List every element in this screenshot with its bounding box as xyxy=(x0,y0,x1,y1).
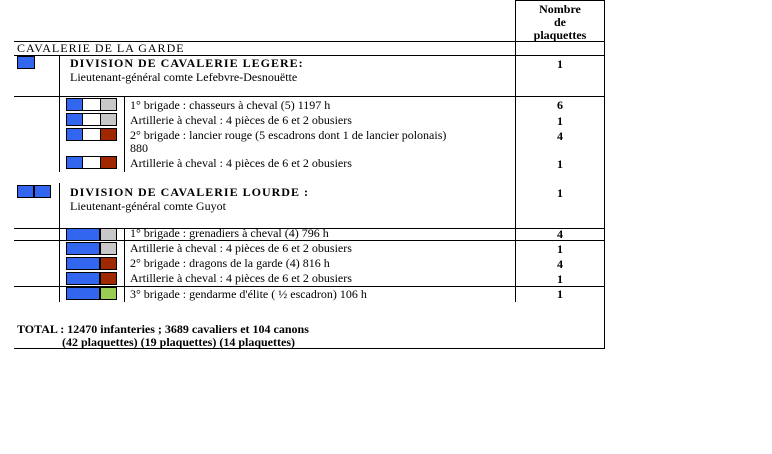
light-division-rule xyxy=(14,96,605,97)
unit-artillery-2-count: 1 xyxy=(557,157,563,171)
unit-gendarmes-count: 1 xyxy=(557,287,563,301)
unit-dragons-count: 4 xyxy=(557,257,563,271)
light-division-left-border xyxy=(59,55,60,96)
unit-gendarmes: 3° brigade : gendarme d'élite ( ½ escadron) 106 h xyxy=(130,287,367,301)
count-heading-line-2: de xyxy=(554,15,566,29)
unit-artillery-2: Artillerie à cheval : 4 pièces de 6 et 2 obusiers xyxy=(130,156,352,170)
heavy-units-left-border xyxy=(59,228,60,302)
heavy-division-count: 1 xyxy=(557,186,563,200)
heavy-units-inner-border xyxy=(124,228,125,302)
table-top-border xyxy=(515,0,605,1)
unit-artillery-3: Artillerie à cheval : 4 pièces de 6 et 2 obusiers xyxy=(130,241,352,255)
count-heading-line-3: plaquettes xyxy=(533,28,587,42)
unit-artillery-4-count: 1 xyxy=(557,272,563,286)
unit-dragons: 2° brigade : dragons de la garde (4) 816 h xyxy=(130,256,330,270)
light-division-title: DIVISION DE CAVALERIE LEGERE: xyxy=(70,56,304,70)
light-division-flag xyxy=(17,56,35,69)
unit-artillery-1-count: 1 xyxy=(557,114,563,128)
heavy-division-commander: Lieutenant-général comte Guyot xyxy=(70,199,226,213)
total-plaquettes-line: (42 plaquettes) (19 plaquettes) (14 plaquettes) xyxy=(62,335,295,349)
unit-grenadiers-count: 4 xyxy=(557,227,563,241)
section-title: CAVALERIE DE LA GARDE xyxy=(17,41,185,55)
unit-lanciers-count: 4 xyxy=(557,129,563,143)
unit-chasseurs: 1° brigade : chasseurs à cheval (5) 1197 h xyxy=(130,98,331,112)
unit-lanciers-strength: 880 xyxy=(130,141,148,155)
unit-artillery-4: Artillerie à cheval : 4 pièces de 6 et 2 obusiers xyxy=(130,271,352,285)
light-units-inner-border xyxy=(124,96,125,172)
count-heading-line-1: Nombre xyxy=(539,2,581,16)
heavy-division-title: DIVISION DE CAVALERIE LOURDE : xyxy=(70,185,309,199)
light-division-count: 1 xyxy=(557,57,563,71)
unit-lanciers: 2° brigade : lancier rouge (5 escadrons dont 1 de lancier polonais) xyxy=(130,128,447,142)
total-line: TOTAL : 12470 infanteries ; 3689 cavaliers et 104 canons xyxy=(17,322,309,336)
unit-artillery-3-count: 1 xyxy=(557,242,563,256)
unit-grenadiers: 1° brigade : grenadiers à cheval (4) 796 h xyxy=(130,226,329,240)
light-units-left-border xyxy=(59,96,60,172)
heavy-division-left-border xyxy=(59,183,60,228)
unit-chasseurs-count: 6 xyxy=(557,98,563,112)
light-division-commander: Lieutenant-général comte Lefebvre-Desnouëtte xyxy=(70,70,298,84)
count-column-left-border xyxy=(515,0,516,302)
unit-artillery-1: Artillerie à cheval : 4 pièces de 6 et 2 obusiers xyxy=(130,113,352,127)
